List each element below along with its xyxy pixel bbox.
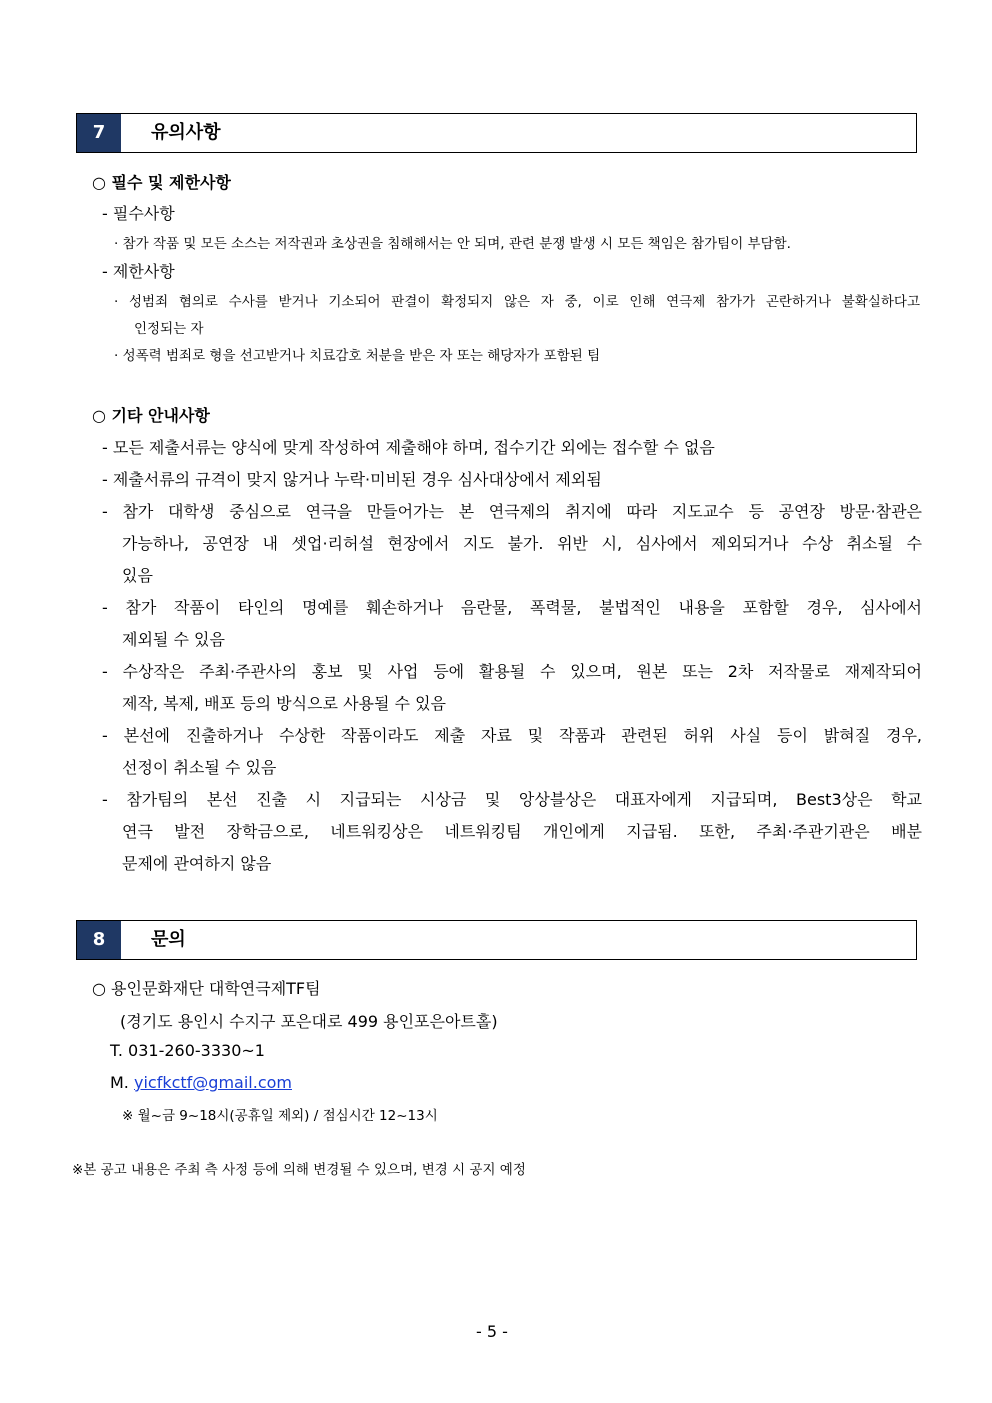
info-item-7-line-2: 연극 발전 장학금으로, 네트워킹상은 네트워킹팀 개인에게 지급됨. 또한, 주최·주관기관은 배분 xyxy=(122,822,922,841)
page-number: - 5 - xyxy=(476,1322,508,1341)
section-title: 유의사항 xyxy=(151,122,221,143)
info-item-3-line-1: - 참가 대학생 중심으로 연극을 만들어가는 본 연극제의 취지에 따라 지도교수 등 공연장 방문·참관은 xyxy=(102,502,922,521)
section-number: 8 xyxy=(77,921,121,959)
info-item-7-line-1: - 참가팀의 본선 진출 시 지급되는 시상금 및 앙상블상은 대표자에게 지급되며, Best3상은 학교 xyxy=(102,790,922,809)
section-number: 7 xyxy=(77,114,121,152)
required-item: · 참가 작품 및 모든 소스는 저작권과 초상권을 침해해서는 안 되며, 관련 분쟁 발생 시 모든 책임은 참가팀이 부담함. xyxy=(114,236,791,252)
contact-hours: ※ 월~금 9~18시(공휴일 제외) / 점심시간 12~13시 xyxy=(122,1108,438,1124)
contact-email-row xyxy=(110,1073,292,1092)
restricted-item-1-line-2: 인정되는 자 xyxy=(134,321,204,337)
restricted-item-2: · 성폭력 범죄로 형을 선고받거나 치료감호 처분을 받은 자 또는 해당자가 포함된 팀 xyxy=(114,348,601,364)
info-item-3-line-2: 가능하나, 공연장 내 셋업·리허설 현장에서 지도 불가. 위반 시, 심사에서 제외되거나 수상 취소될 수 xyxy=(122,534,922,553)
info-item-5-line-2: 제작, 복제, 배포 등의 방식으로 사용될 수 있음 xyxy=(122,694,446,713)
info-item-4-line-2: 제외될 수 있음 xyxy=(122,630,225,649)
info-item-4-line-1: - 참가 작품이 타인의 명예를 훼손하거나 음란물, 폭력물, 불법적인 내용을 포함할 경우, 심사에서 xyxy=(102,598,922,617)
info-item-5-line-1: - 수상작은 주최·주관사의 홍보 및 사업 등에 활용될 수 있으며, 원본 또는 2차 저작물로 재제작되어 xyxy=(102,662,922,681)
info-item-3-line-3: 있음 xyxy=(122,566,153,585)
contact-org: ○ 용인문화재단 대학연극제TF팀 xyxy=(92,979,321,998)
section-title: 문의 xyxy=(151,929,186,950)
restricted-label: - 제한사항 xyxy=(102,262,175,281)
email-prefix: M. xyxy=(110,1073,134,1092)
info-item-2: - 제출서류의 규격이 맞지 않거나 누락·미비된 경우 심사대상에서 제외됨 xyxy=(102,470,602,489)
section-7-header xyxy=(76,113,917,153)
info-item-7-line-3: 문제에 관여하지 않음 xyxy=(122,854,272,873)
subheading-other-info: ○ 기타 안내사항 xyxy=(92,406,210,425)
contact-address: (경기도 용인시 수지구 포은대로 499 용인포은아트홀) xyxy=(120,1012,498,1031)
info-item-6-line-1: - 본선에 진출하거나 수상한 작품이라도 제출 자료 및 작품과 관련된 허위 사실 등이 밝혀질 경우, xyxy=(102,726,922,745)
footer-note: ※본 공고 내용은 주최 측 사정 등에 의해 변경될 수 있으며, 변경 시 공지 예정 xyxy=(72,1162,526,1178)
info-item-1: - 모든 제출서류는 양식에 맞게 작성하여 제출해야 하며, 접수기간 외에는 접수할 수 없음 xyxy=(102,438,715,457)
required-label: - 필수사항 xyxy=(102,204,175,223)
email-link[interactable]: yicfkctf@gmail.com xyxy=(133,1073,292,1092)
contact-phone: T. 031-260-3330~1 xyxy=(110,1041,265,1060)
restricted-item-1-line-1: · 성범죄 혐의로 수사를 받거나 기소되어 판결이 확정되지 않은 자 중, 이로 인해 연극제 참가가 곤란하거나 불확실하다고 xyxy=(114,294,920,310)
section-8-header xyxy=(76,920,917,960)
info-item-6-line-2: 선정이 취소될 수 있음 xyxy=(122,758,277,777)
subheading-required-restricted: ○ 필수 및 제한사항 xyxy=(92,173,231,192)
